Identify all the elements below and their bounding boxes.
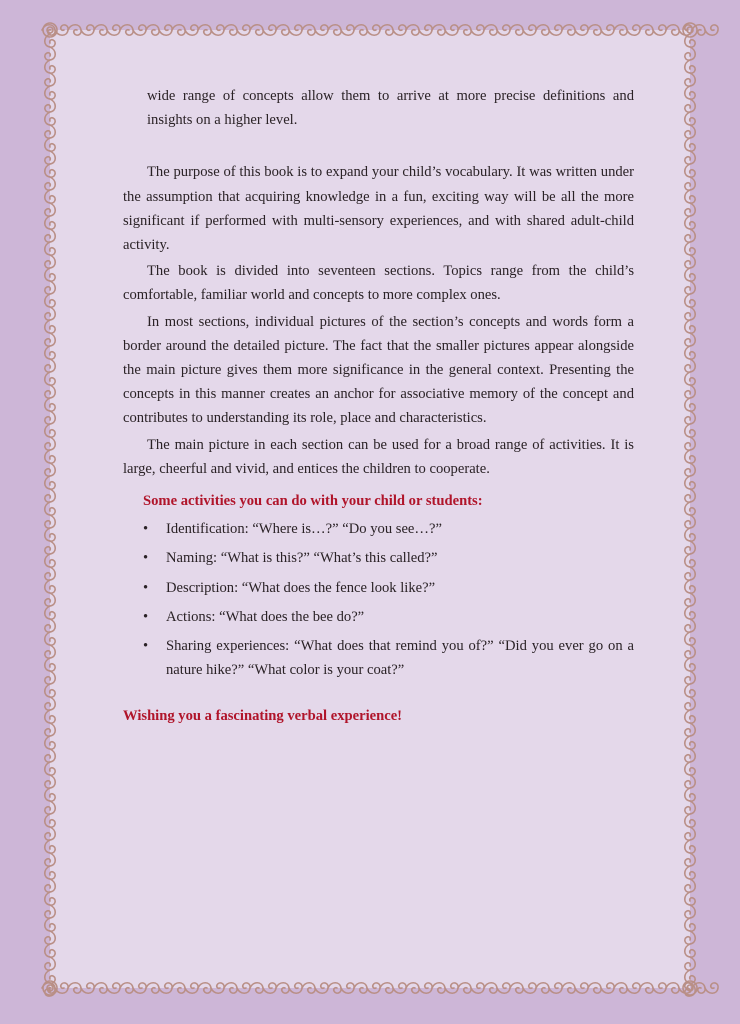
paragraph-main-picture: The main picture in each section can be used for a broad range of activities. It is large, cheerful and vivid, and entices the children to cooperate. (123, 436, 634, 477)
closing-line: Wishing you a fascinating verbal experience! (123, 708, 403, 725)
paragraph-sections: The book is divided into seventeen sections. Topics range from the child’s comfortable, familiar world and concepts to more complex ones. (123, 263, 634, 304)
paragraph-pictures: In most sections, individual pictures of the section’s concepts and words form a border around the detailed picture. The fact that the smaller pictures appear alongside the main picture gives them more significance in the general context. Presenting the concepts in this manner creates an anchor for associative memory of the concept and contributes to understanding its role, place and characteristics. (123, 313, 634, 427)
list-item: • Actions: “What does the bee do?” (143, 605, 634, 629)
activities-list (123, 517, 634, 682)
document-body (123, 84, 634, 729)
list-item: • Sharing experiences: “What does that remind you of?” “Did you ever go on a nature hike?” “What color is your coat?” (143, 634, 634, 682)
activities-heading: Some activities you can do with your child or students: (143, 493, 483, 510)
list-item: • Description: “What does the fence look like?” (143, 576, 634, 600)
paragraph-purpose: The purpose of this book is to expand your child’s vocabulary. It was written under the assumption that acquiring knowledge in a fun, exciting way will be all the more significant if performed with multi-sensory experiences, and with shared adult-child activity. (123, 164, 634, 254)
list-item: • Identification: “Where is…?” “Do you see…?” (143, 517, 634, 541)
paragraph-continuation: wide range of concepts allow them to arrive at more precise definitions and insights on a higher level. (147, 88, 634, 129)
list-item: • Naming: “What is this?” “What’s this called?” (143, 546, 634, 570)
